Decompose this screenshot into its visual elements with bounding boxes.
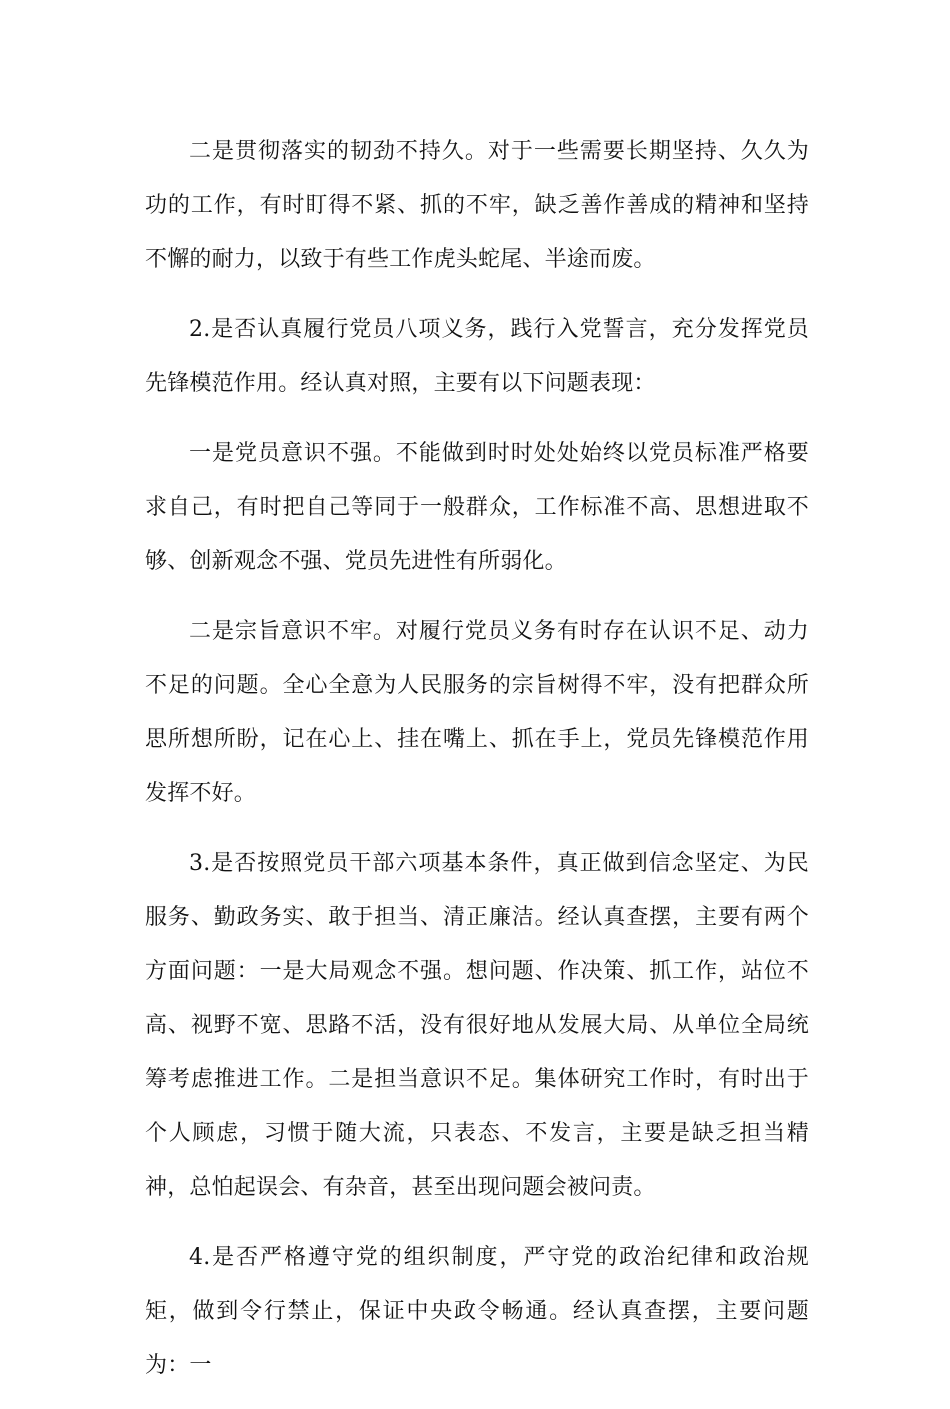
paragraph-6: 4.是否严格遵守党的组织制度，严守党的政治纪律和政治规矩，做到令行禁止，保证中央政令畅通。经认真查摆，主要问题为：一	[145, 1245, 809, 1378]
document-body	[145, 125, 809, 1409]
paragraph-1: 二是贯彻落实的韧劲不持久。对于一些需要长期坚持、久久为功的工作，有时盯得不紧、抓的不牢，缺乏善作善成的精神和坚持不懈的耐力，以致于有些工作虎头蛇尾、半途而废。	[145, 139, 809, 272]
paragraph-2: 2.是否认真履行党员八项义务，践行入党誓言，充分发挥党员先锋模范作用。经认真对照，主要有以下问题表现：	[145, 317, 809, 396]
paragraph-5: 3.是否按照党员干部六项基本条件，真正做到信念坚定、为民服务、勤政务实、敢于担当、清正廉洁。经认真查摆，主要有两个方面问题：一是大局观念不强。想问题、作决策、抓工作，站位不高、视野不宽、思路不活，没有很好地从发展大局、从单位全局统筹考虑推进工作。二是担当意识不足。集体研究工作时，有时出于个人顾虑，习惯于随大流，只表态、不发言，主要是缺乏担当精神，总怕起误会、有杂音，甚至出现问题会被问责。	[145, 851, 809, 1200]
paragraph-3: 一是党员意识不强。不能做到时时处处始终以党员标准严格要求自己，有时把自己等同于一般群众，工作标准不高、思想进取不够、创新观念不强、党员先进性有所弱化。	[145, 441, 809, 574]
paragraph-4: 二是宗旨意识不牢。对履行党员义务有时存在认识不足、动力不足的问题。全心全意为人民服务的宗旨树得不牢，没有把群众所思所想所盼，记在心上、挂在嘴上、抓在手上，党员先锋模范作用发挥不好。	[145, 619, 809, 806]
